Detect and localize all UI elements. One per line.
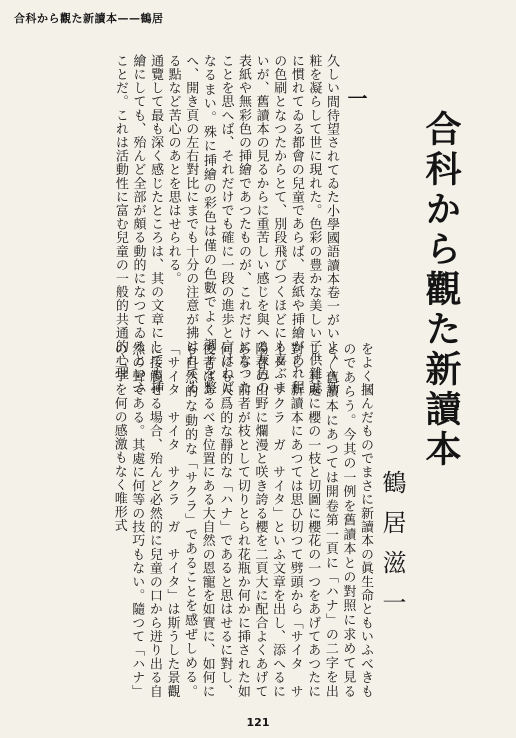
- paragraph: 久しい間待望されてゐた小學國語讀本卷一がいよ〳〵新粧を凝らして世に現れた。色彩の豊かな美しい子供雜誌に慣れてゐる都會の兒童であらば、表紙や挿繪があれ程の色刷となつたからとて、別段飛びつくほどにも喜ぶまいが、舊讀本の見るからに重苦しい感じを與へる灰色の表紙や無彩色の挿繪であつたものが、これだけになつたことを思へば、それだけでも確に一段の進歩と言はねばなるまい。殊に挿繪の彩色は僅の色數でよく調子を整へ、開き頁の左右對比にまでも十分の注意が拂はれてゐる點など苦心のあとを思はせられる。: [165, 54, 339, 394]
- author-name: 鶴居滋一: [378, 470, 406, 630]
- page-number: 121: [246, 716, 270, 729]
- article-title: 合科から觀た新讀本: [420, 110, 461, 470]
- paragraph: 通覽して最も深く感じたところは、其の文章にしても挿繪にしても、殆んど全部が頗る動的になつてゐるといふことだ。これは活動性に富む兒童の一般的共通的心理: [112, 54, 164, 394]
- running-head: 合科から觀た新讀本——鶴居: [14, 12, 164, 25]
- lower-text-block: [36, 342, 374, 698]
- section-number: 一: [344, 88, 368, 108]
- paragraph: をよく摑んだものでまさに新讀本の眞生命ともいふべきものであらう。今其の一例を舊讀本との對照に求めて見ると、舊讀本にあつては開卷第一頁に「ハナ」の二字を出し、其處に櫻の一枝と切圖に櫻花の一つをあげてあつたに對し、新讀本にあつては思ひ切つて劈頭から「サイタ サイタ サクラ ガ サイタ」といふ文章を出し、添へるに陽春の山野に爛漫と咲き誇る櫻を二頁大に配合よくあげてある。前者が枝として切りとられ花瓶か何かに挿された如何にも人爲的な靜的な「ハナ」であると思はせるに對し、後者はあるべき位置にある大自然の恩寵を如實に、如何にも自然的な動的な「サクラ」であることを感ぜしめる。「サイタ サイタ サクラ ガ サイタ」は斯うした景觀に接觸せる場合、殆んど必然的に兒童の口から迸り出る自然の聲である。其處に何等の技巧もない。隨つて「ハナ」の二字を何の感激もなく唯形式: [111, 342, 373, 698]
